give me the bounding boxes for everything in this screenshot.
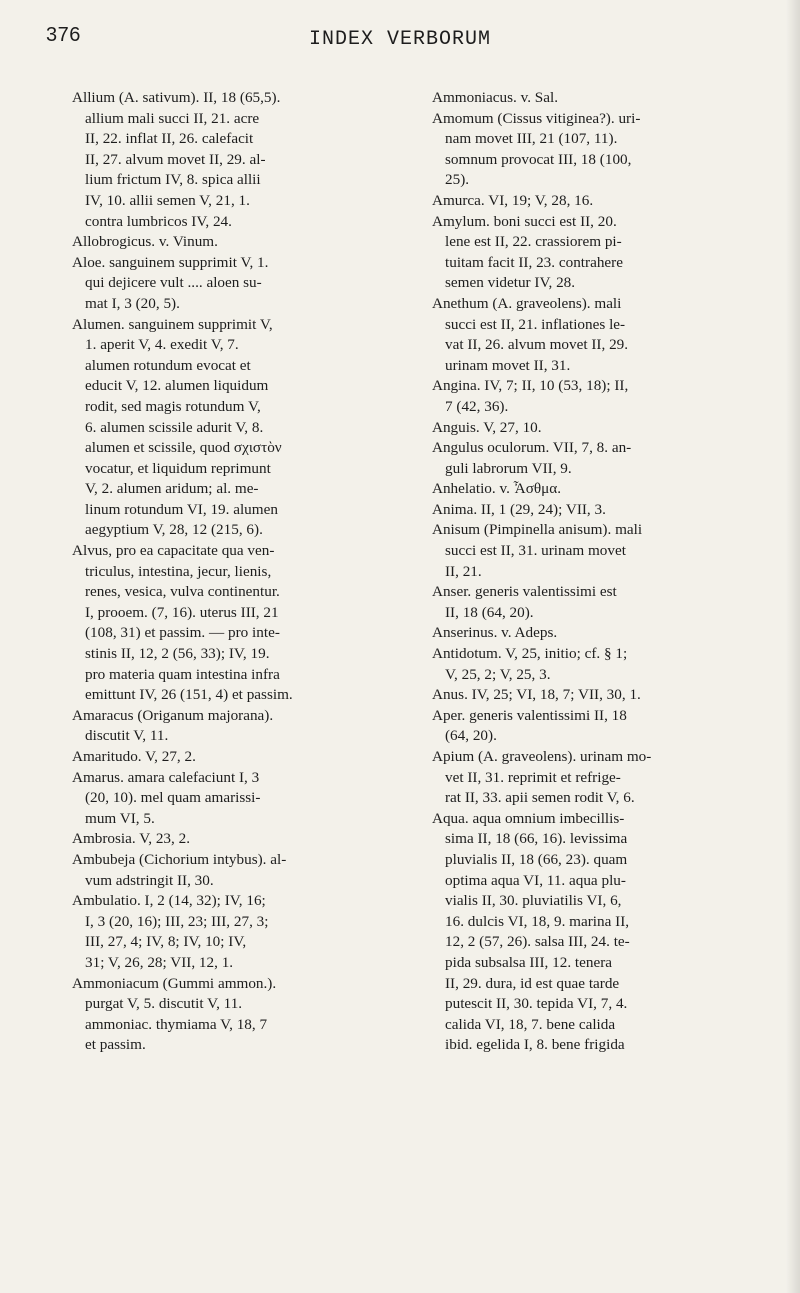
index-entry-continuation: stinis II, 12, 2 (56, 33); IV, 19. bbox=[85, 645, 270, 663]
index-entry-line: Antidotum. V, 25, initio; cf. § 1; bbox=[432, 645, 628, 663]
index-column-left bbox=[72, 88, 422, 1056]
index-entry-continuation: sima II, 18 (66, 16). levissima bbox=[445, 830, 628, 848]
index-entry-line: Ammoniacus. v. Sal. bbox=[432, 89, 558, 106]
index-entry-line: Ambubeja (Cichorium intybus). al- bbox=[72, 850, 287, 868]
index-entry-continuation: II, 21. bbox=[445, 562, 482, 580]
index-entry-line: Aloe. sanguinem supprimit V, 1. bbox=[72, 253, 269, 271]
index-entry-line: Anhelatio. v. Ἆσθμα. bbox=[432, 480, 562, 498]
index-entry-continuation: emittunt IV, 26 (151, 4) et passim. bbox=[85, 686, 293, 704]
index-entry-line: Allium (A. sativum). II, 18 (65,5). bbox=[72, 89, 281, 106]
index-entry-line: Amaracus (Origanum majorana). bbox=[72, 706, 274, 724]
index-entry-continuation: III, 27, 4; IV, 8; IV, 10; IV, bbox=[85, 933, 247, 951]
index-entry-line: Anisum (Pimpinella anisum). mali bbox=[432, 521, 643, 539]
index-entry-continuation: calida VI, 18, 7. bene calida bbox=[445, 1015, 616, 1033]
index-entry-continuation: ammoniac. thymiama V, 18, 7 bbox=[85, 1015, 268, 1033]
index-entry-continuation: purgat V, 5. discutit V, 11. bbox=[85, 995, 243, 1013]
index-entry-continuation: succi est II, 31. urinam movet bbox=[445, 542, 626, 560]
index-entry-continuation: optima aqua VI, 11. aqua plu- bbox=[445, 871, 626, 889]
index-entry-line: Aqua. aqua omnium imbecillis- bbox=[432, 809, 625, 827]
index-entry-continuation: II, 22. inflat II, 26. calefacit bbox=[85, 130, 254, 148]
index-entry-continuation: pluvialis II, 18 (66, 23). quam bbox=[445, 850, 628, 868]
index-entry-line: Amurca. VI, 19; V, 28, 16. bbox=[432, 191, 594, 209]
index-entry-line: Angulus oculorum. VII, 7, 8. an- bbox=[432, 439, 632, 457]
index-entry-continuation: (20, 10). mel quam amarissi- bbox=[85, 789, 261, 807]
index-entry-line: Alvus, pro ea capacitate qua ven- bbox=[72, 542, 275, 560]
index-entry-continuation: renes, vesica, vulva continentur. bbox=[85, 583, 280, 601]
index-entry-continuation: 1. aperit V, 4. exedit V, 7. bbox=[85, 336, 239, 354]
index-entry-continuation: alumen rotundum evocat et bbox=[85, 356, 251, 374]
index-entry-continuation: tuitam facit II, 23. contrahere bbox=[445, 253, 623, 271]
index-entry-line: Ambulatio. I, 2 (14, 32); IV, 16; bbox=[72, 892, 266, 910]
index-entry-continuation: aegyptium V, 28, 12 (215, 6). bbox=[85, 521, 263, 539]
index-entry-continuation: IV, 10. allii semen V, 21, 1. bbox=[85, 191, 250, 209]
index-entry-continuation: semen videtur IV, 28. bbox=[445, 274, 576, 292]
running-head: INDEX VERBORUM bbox=[308, 28, 492, 51]
index-entry-line: Anser. generis valentissimi est bbox=[432, 583, 617, 601]
index-entry-continuation: II, 27. alvum movet II, 29. al- bbox=[85, 150, 266, 168]
index-entry-continuation: triculus, intestina, jecur, lienis, bbox=[85, 562, 272, 580]
index-entry-line: Aper. generis valentissimi II, 18 bbox=[432, 706, 627, 724]
index-entry-continuation: qui dejicere vult .... aloen su- bbox=[85, 274, 262, 292]
index-entry-continuation: I, prooem. (7, 16). uterus III, 21 bbox=[85, 603, 279, 621]
index-entry-line: Anus. IV, 25; VI, 18, 7; VII, 30, 1. bbox=[432, 686, 641, 704]
index-entry-continuation: rat II, 33. apii semen rodit V, 6. bbox=[445, 789, 635, 807]
index-entry-continuation: pida subsalsa III, 12. tenera bbox=[445, 953, 613, 971]
index-entry-continuation: mum VI, 5. bbox=[85, 809, 155, 827]
index-entry-line: Anima. II, 1 (29, 24); VII, 3. bbox=[432, 500, 606, 518]
index-entry-continuation: vocatur, et liquidum reprimunt bbox=[85, 459, 271, 477]
index-entry-continuation: V, 2. alumen aridum; al. me- bbox=[85, 480, 259, 498]
index-entry-continuation: 16. dulcis VI, 18, 9. marina II, bbox=[445, 912, 630, 930]
index-entry-continuation: guli labrorum VII, 9. bbox=[445, 459, 572, 477]
index-entry-continuation: (108, 31) et passim. — pro inte- bbox=[85, 624, 280, 642]
index-entry-continuation: 7 (42, 36). bbox=[445, 397, 509, 415]
index-entry-continuation: I, 3 (20, 16); III, 23; III, 27, 3; bbox=[85, 912, 269, 930]
index-entry-continuation: discutit V, 11. bbox=[85, 727, 169, 745]
index-entry-continuation: contra lumbricos IV, 24. bbox=[85, 212, 232, 230]
index-entry-continuation: succi est II, 21. inflationes le- bbox=[445, 315, 626, 333]
index-entry-line: Anethum (A. graveolens). mali bbox=[432, 294, 622, 312]
index-entry-continuation: ibid. egelida I, 8. bene frigida bbox=[445, 1036, 625, 1054]
index-entry-continuation: alumen et scissile, quod σχιστὸν bbox=[85, 439, 282, 457]
index-entry-continuation: educit V, 12. alumen liquidum bbox=[85, 377, 269, 395]
index-entry-line: Amaritudo. V, 27, 2. bbox=[72, 748, 196, 765]
index-entry-continuation: pro materia quam intestina infra bbox=[85, 665, 280, 683]
index-entry-continuation: II, 29. dura, id est quae tarde bbox=[445, 974, 620, 992]
index-entry-continuation: 25). bbox=[445, 171, 470, 189]
index-entry-continuation: vialis II, 30. pluviatilis VI, 6, bbox=[445, 892, 622, 910]
index-entry-continuation: II, 18 (64, 20). bbox=[445, 603, 534, 621]
index-entry-continuation: (64, 20). bbox=[445, 727, 497, 745]
index-entry-line: Angina. IV, 7; II, 10 (53, 18); II, bbox=[432, 377, 629, 395]
index-entry-continuation: vat II, 26. alvum movet II, 29. bbox=[445, 336, 629, 354]
index-entry-line: Amarus. amara calefaciunt I, 3 bbox=[72, 768, 260, 786]
index-entry-line: Anserinus. v. Adeps. bbox=[432, 624, 558, 642]
index-column-right bbox=[432, 88, 772, 1056]
index-entry-continuation: somnum provocat III, 18 (100, bbox=[445, 150, 632, 168]
index-entry-continuation: putescit II, 30. tepida VI, 7, 4. bbox=[445, 995, 628, 1013]
page-edge-shadow bbox=[786, 0, 800, 1293]
index-entry-line: Amomum (Cissus vitiginea?). uri- bbox=[432, 109, 641, 127]
index-entry-continuation: allium mali succi II, 21. acre bbox=[85, 109, 260, 127]
index-entry-continuation: V, 25, 2; V, 25, 3. bbox=[445, 665, 551, 683]
index-entry-continuation: mat I, 3 (20, 5). bbox=[85, 294, 180, 312]
index-entry-continuation: vum adstringit II, 30. bbox=[85, 871, 214, 889]
index-entry-continuation: 31; V, 26, 28; VII, 12, 1. bbox=[85, 953, 234, 971]
index-entry-continuation: lium frictum IV, 8. spica allii bbox=[85, 171, 261, 189]
index-entry-continuation: urinam movet II, 31. bbox=[445, 356, 571, 374]
index-entry-continuation: nam movet III, 21 (107, 11). bbox=[445, 130, 618, 148]
index-entry-continuation: et passim. bbox=[85, 1036, 146, 1054]
index-entry-line: Ammoniacum (Gummi ammon.). bbox=[72, 974, 277, 992]
index-entry-line: Allobrogicus. v. Vinum. bbox=[72, 233, 218, 251]
index-entry-continuation: lene est II, 22. crassiorem pi- bbox=[445, 233, 622, 251]
index-entry-continuation: rodit, sed magis rotundum V, bbox=[85, 397, 261, 415]
index-entry-continuation: 12, 2 (57, 26). salsa III, 24. te- bbox=[445, 933, 630, 951]
page-number: 376 bbox=[46, 24, 81, 46]
index-entry-continuation: linum rotundum VI, 19. alumen bbox=[85, 500, 278, 518]
index-entry-line: Apium (A. graveolens). urinam mo- bbox=[432, 748, 652, 765]
page-header bbox=[0, 24, 800, 64]
index-entry-continuation: vet II, 31. reprimit et refrige- bbox=[445, 768, 621, 786]
index-entry-continuation: 6. alumen scissile adurit V, 8. bbox=[85, 418, 264, 436]
index-entry-line: Amylum. boni succi est II, 20. bbox=[432, 212, 617, 230]
index-entry-line: Alumen. sanguinem supprimit V, bbox=[72, 315, 273, 333]
index-entry-line: Ambrosia. V, 23, 2. bbox=[72, 830, 190, 848]
index-entry-line: Anguis. V, 27, 10. bbox=[432, 418, 542, 436]
